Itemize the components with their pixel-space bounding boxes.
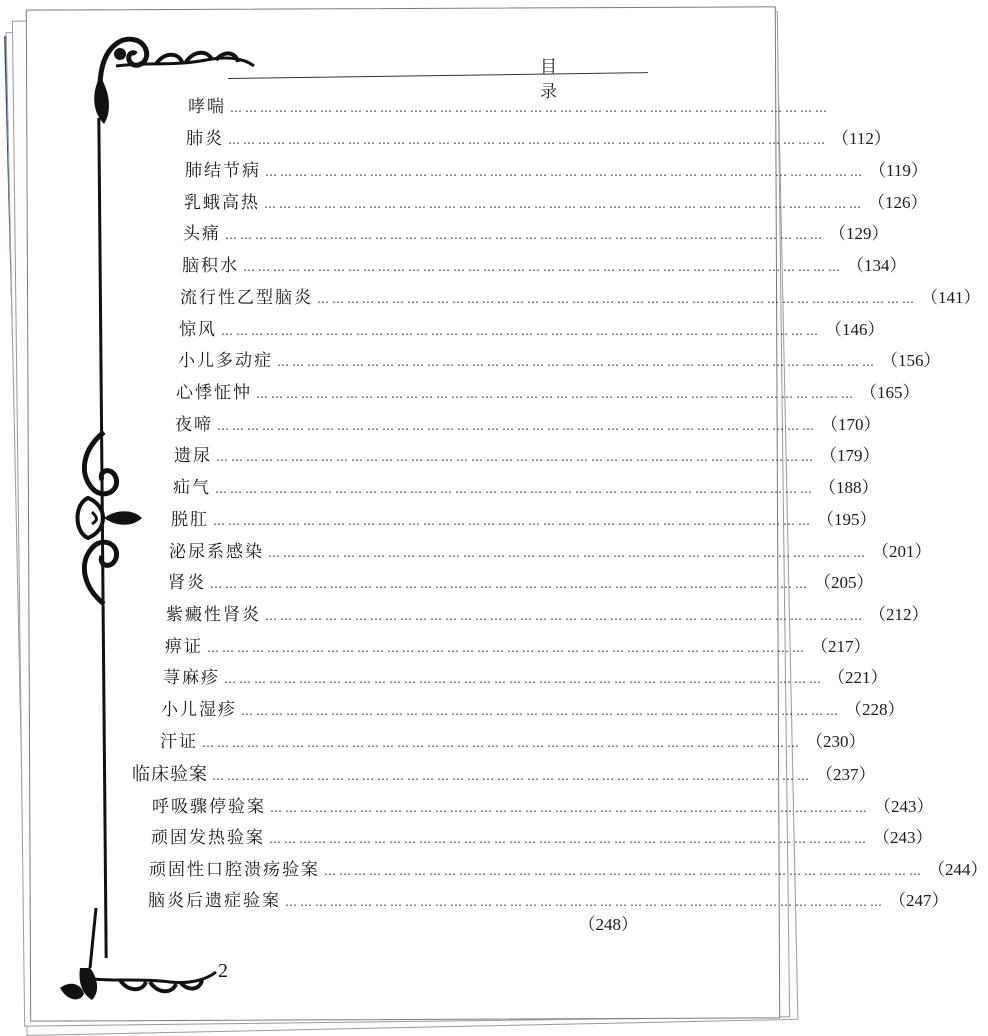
toc-entry-title: 流行性乙型脑炎 [180, 288, 313, 308]
toc-entry-page: （247） [889, 891, 949, 910]
toc-leader-dots: ………………………………………………………………………………………………………… [224, 672, 824, 686]
toc-entry-title: 疝气 [173, 478, 211, 498]
toc-entry-title: 脑积水 [182, 256, 239, 276]
toc-entry-page: （129） [829, 224, 889, 243]
toc-entry [184, 192, 928, 215]
toc-entry-page: （170） [821, 415, 881, 434]
toc-entry [161, 699, 905, 722]
toc-entry-title: 小儿湿疹 [161, 700, 237, 720]
toc-entry [148, 890, 949, 913]
toc-entry-page: （179） [820, 446, 880, 465]
toc-entry-page: （243） [874, 797, 934, 816]
toc-entry [168, 572, 874, 595]
toc-section [132, 764, 876, 787]
toc-entry-title: 痹证 [165, 637, 203, 657]
toc-entry-page: （156） [881, 351, 941, 370]
toc-entry [183, 223, 889, 246]
toc-leader-dots: ………………………………………………………………………………………………………… [268, 546, 868, 560]
toc-entry-page: （146） [825, 320, 885, 339]
toc-entry-title: 乳蛾高热 [184, 193, 260, 213]
toc-entry-page: （141） [921, 288, 981, 307]
toc-entry [186, 128, 891, 151]
toc-entry-title: 惊风 [179, 320, 217, 340]
toc-entry-title: 肺炎 [186, 129, 224, 149]
toc-entry [180, 287, 981, 310]
toc-entry-page: （243） [873, 828, 933, 847]
toc-entry-page: （134） [847, 256, 907, 275]
toc-entry-title: 肾炎 [168, 573, 206, 593]
toc-entry-page: （112） [832, 129, 891, 148]
toc-entry-title: 遗尿 [174, 446, 212, 466]
toc-leader-dots: ………………………………………………………………………………………………………… [285, 895, 885, 909]
toc-entry-page: （228） [845, 700, 905, 719]
toc-leader-dots: ………………………………………………………………………………………………………… [264, 197, 864, 211]
toc-leader-dots: ………………………………………………………………………………………………………… [210, 577, 810, 591]
header-title: 目 录 [540, 57, 581, 102]
toc-leader-dots: ………………………………………………………………………………………………………… [213, 514, 813, 528]
toc-leader-dots: ………………………………………………………………………………………………………… [207, 641, 807, 655]
toc-leader-dots: ………………………………………………………………………………………………………… [215, 482, 815, 496]
toc-section-title: 临床验案 [132, 764, 208, 785]
toc-entry [166, 604, 929, 627]
toc-entry-page: （244） [928, 860, 988, 879]
toc-leader-dots: ………………………………………………………………………………………………………… [265, 165, 865, 179]
toc-entry-title: 夜啼 [175, 415, 213, 435]
toc-leader-dots: ………………………………………………………………………………………………………… [225, 228, 825, 242]
toc-entry [185, 160, 928, 183]
toc-page [28, 8, 988, 1018]
toc-entry-page: （126） [868, 193, 928, 212]
toc-leader-dots: ………………………………………………………………………………………………………… [202, 736, 802, 750]
toc-entry-page: （221） [828, 668, 888, 687]
toc-entry [169, 541, 932, 564]
toc-entry-title: 汗证 [160, 732, 198, 752]
toc-entry [498, 914, 638, 936]
toc-entry [165, 636, 871, 659]
toc-leader-dots: ………………………………………………………………………………………………………… [265, 609, 865, 623]
toc-leader-dots: ………………………………………………………………………………………………………… [324, 864, 924, 878]
toc-entry-title: 哮喘 [188, 97, 226, 117]
corner-ornament-bottom-icon [50, 908, 220, 1008]
toc-entry-page: （205） [814, 573, 874, 592]
toc-entry-page: （119） [869, 161, 928, 180]
toc-leader-dots: ………………………………………………………………………………………………………… [241, 704, 841, 718]
page-number: 2 [218, 960, 228, 982]
toc-entry-title: 脱肛 [171, 510, 209, 530]
toc-entry [151, 827, 933, 850]
toc-entry [178, 350, 941, 373]
toc-leader-dots: ………………………………………………………………………………………………………… [243, 260, 843, 274]
toc-leader-dots: ………………………………………………………………………………………………………… [277, 355, 877, 369]
toc-entry-title: 心悸怔忡 [176, 383, 252, 403]
toc-entry [179, 319, 885, 342]
toc-entry-page: （165） [860, 383, 920, 402]
toc-entry-page: （230） [806, 732, 866, 751]
toc-entry-page: （212） [869, 605, 929, 624]
toc-entry [152, 796, 934, 819]
toc-leader-dots: ………………………………………………………………………………………………………… [212, 769, 812, 783]
toc-leader-dots: ………………………………………………………………………………………………………… [216, 450, 816, 464]
toc-entry-title: 头痛 [183, 224, 221, 244]
toc-leader-dots: ………………………………………………………………………………………………………… [270, 801, 870, 815]
toc-entry-page: （217） [811, 637, 871, 656]
toc-entry-title: 呼吸骤停验案 [152, 797, 266, 817]
toc-entry [188, 96, 830, 119]
toc-leader-dots: ………………………………………………………………………………………………………… [217, 419, 817, 433]
toc-entry-title: 顽固发热验案 [151, 828, 265, 848]
toc-entry-title: 顽固性口腔溃疡验案 [149, 860, 320, 880]
toc-entry-title: 紫癜性肾炎 [166, 605, 261, 625]
toc-entry-page: （201） [872, 542, 932, 561]
toc-entry [160, 731, 866, 754]
toc-entry [149, 859, 988, 882]
toc-leader-dots: ………………………………………………………………………………………………………… [256, 387, 856, 401]
toc-entry [171, 509, 877, 532]
toc-entry [175, 414, 881, 437]
toc-entry-page: （195） [817, 510, 877, 529]
toc-entry [174, 445, 880, 468]
toc-leader-dots: ………………………………………………………………………………………………………… [230, 101, 830, 115]
center-ornament-icon [68, 428, 148, 608]
toc-leader-dots: ………………………………………………………………………………………………………… [317, 292, 917, 306]
toc-leader-dots: ………………………………………………………………………………………………………… [221, 324, 821, 338]
toc-leader-dots: ………………………………………………………………………………………………………… [269, 832, 869, 846]
toc-entry-title: 荨麻疹 [163, 668, 220, 688]
toc-entry [182, 255, 907, 278]
toc-entry-title: 泌尿系感染 [169, 542, 264, 562]
toc-leader-dots: ………………………………………………………………………………………………………… [228, 133, 828, 147]
toc-entry-page: （188） [819, 478, 879, 497]
toc-entry-title: 小儿多动症 [178, 351, 273, 371]
toc-entry [173, 477, 879, 500]
toc-entry-page: （237） [816, 765, 876, 784]
toc-entry-title: 脑炎后遗症验案 [148, 891, 281, 911]
toc-entry [163, 667, 888, 690]
toc-entry-title: 肺结节病 [185, 161, 261, 181]
toc-entry [176, 382, 920, 405]
toc-entry-page: （248） [578, 915, 638, 934]
